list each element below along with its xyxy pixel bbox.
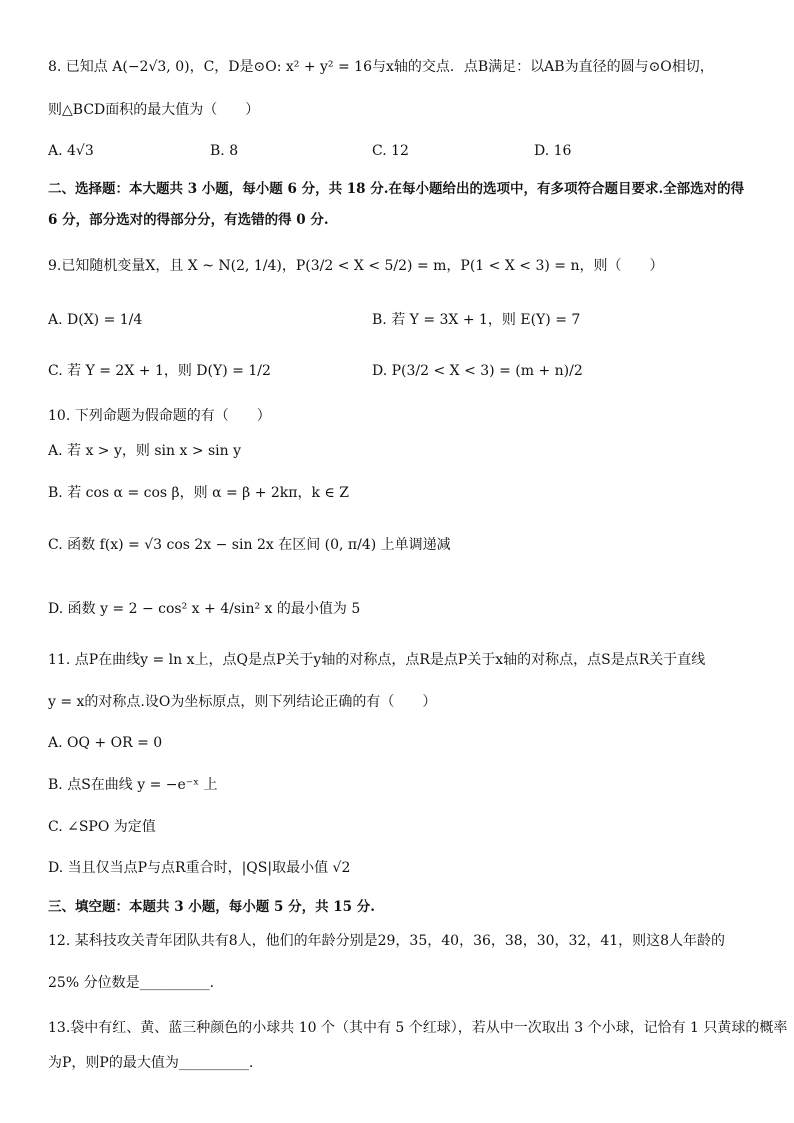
q10-option-a: A. 若 x > y，则 sin x > sin y [48, 443, 242, 459]
q9-option-a: A. D(X) = 1/4 [48, 312, 143, 328]
q8-option-a: A. 4√3 [48, 143, 94, 159]
q11-option-c: C. ∠SPO 为定值 [48, 819, 156, 835]
q12-line2: 25% 分位数是__________. [48, 975, 215, 991]
section2-heading-line1: 二、选择题：本大题共 3 小题，每小题 6 分，共 18 分.在每小题给出的选项中，有多项符合题目要求.全部选对的得 [48, 181, 745, 197]
q11-option-d: D. 当且仅当点P与点R重合时，|QS|取最小值 √2 [48, 860, 351, 876]
section2-heading-line2: 6 分，部分选对的得部分分，有选错的得 0 分. [48, 212, 329, 228]
q9-option-b: B. 若 Y = 3X + 1，则 E(Y) = 7 [372, 312, 581, 328]
q8-option-d: D. 16 [534, 143, 572, 159]
q11-option-a: A. OQ + OR = 0 [48, 735, 163, 751]
q12-line1: 12. 某科技攻关青年团队共有8人，他们的年龄分别是29，35，40，36，38，30，32，41，则这8人年龄的 [48, 933, 726, 949]
q11-option-b: B. 点S在曲线 y = −e⁻ˣ 上 [48, 777, 218, 793]
q10-option-c: C. 函数 f(x) = √3 cos 2x − sin 2x 在区间 (0, π/4) 上单调递减 [48, 537, 451, 553]
q11-line2: y = x的对称点.设O为坐标原点，则下列结论正确的有（ ） [48, 694, 437, 710]
q13-line2: 为P，则P的最大值为__________. [48, 1055, 254, 1071]
q11-line1: 11. 点P在曲线y = ln x上，点Q是点P关于y轴的对称点，点R是点P关于x轴的对称点，点S是点R关于直线 [48, 652, 706, 668]
q9-option-c: C. 若 Y = 2X + 1，则 D(Y) = 1/2 [48, 363, 271, 379]
q10-option-d: D. 函数 y = 2 − cos² x + 4/sin² x 的最小值为 5 [48, 601, 361, 617]
section3-heading: 三、填空题：本题共 3 小题，每小题 5 分，共 15 分. [48, 899, 375, 915]
q8-line2: 则△BCD面积的最大值为（ ） [48, 102, 260, 118]
q10-stem: 10. 下列命题为假命题的有（ ） [48, 408, 271, 424]
q13-line1: 13.袋中有红、黄、蓝三种颜色的小球共 10 个（其中有 5 个红球），若从中一次取出 3 个小球，记恰有 1 只黄球的概率 [48, 1020, 788, 1036]
q8-line1: 8. 已知点 A(−2√3, 0)，C，D是⊙O: x² + y² = 16与x轴的交点．点B满足：以AB为直径的圆与⊙O相切， [48, 59, 714, 75]
q9-stem: 9.已知随机变量X，且 X ~ N(2, 1/4)，P(3/2 < X < 5/2) = m，P(1 < X < 3) = n，则（ ） [48, 258, 664, 274]
q9-option-d: D. P(3/2 < X < 3) = (m + n)/2 [372, 363, 583, 379]
q8-option-b: B. 8 [210, 143, 239, 159]
q8-option-c: C. 12 [372, 143, 409, 159]
q10-option-b: B. 若 cos α = cos β，则 α = β + 2kπ，k ∈ Z [48, 485, 349, 501]
